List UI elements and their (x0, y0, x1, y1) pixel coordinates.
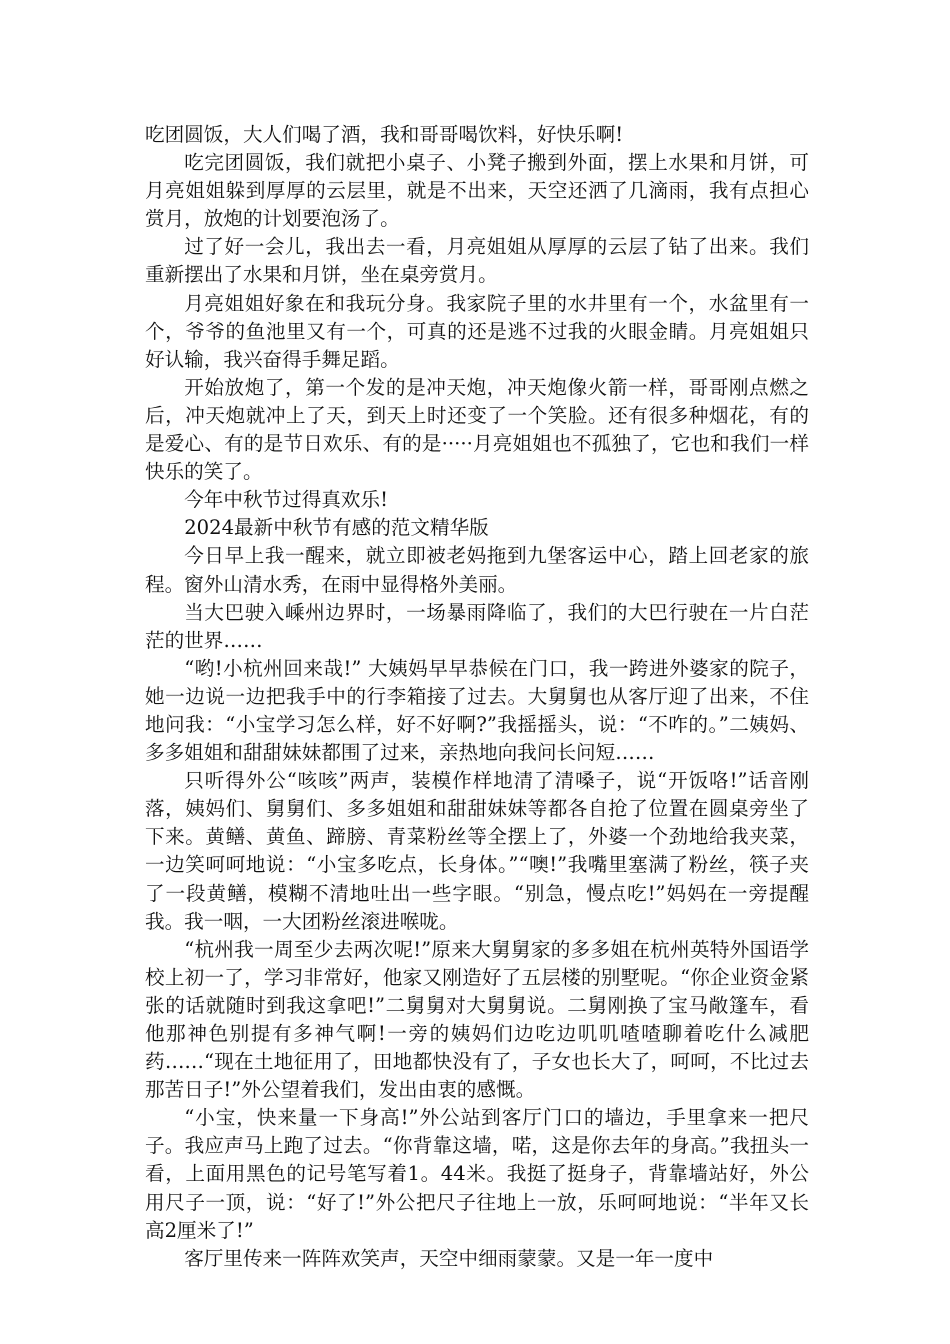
paragraph: 只听得外公“咳咳”两声，装模作样地清了清嗓子，说“开饭咯!”话音刚落，姨妈们、舅舅们、多多姐姐和甜甜妹妹等都各自抢了位置在圆桌旁坐了下来。黄鳝、黄鱼、蹄膀、青菜粉丝等全摆上了，外婆一个劲地给我夹菜，一边笑呵呵地说：“小宝多吃点，长身体。”“噢!”我嘴里塞满了粉丝，筷子夹了一段黄鳝，模糊不清地吐出一些字眼。“别急，慢点吃!”妈妈在一旁提醒我。我一咽，一大团粉丝滚进喉咙。 (145, 769, 809, 933)
paragraph: 当大巴驶入嵊州边界时，一场暴雨降临了，我们的大巴行驶在一片白茫茫的世界…… (145, 600, 809, 652)
paragraph: “哟!小杭州回来哉!” 大姨妈早早恭候在门口，我一跨进外婆家的院子，她一边说一边把我手中的行李箱接了过去。大舅舅也从客厅迎了出来，不住地问我：“小宝学习怎么样，好不好啊?”我摇摇头，说：“不咋的。”二姨妈、多多姐姐和甜甜妹妹都围了过来，亲热地向我问长问短…… (145, 656, 809, 765)
paragraph: 吃团圆饭，大人们喝了酒，我和哥哥喝饮料，好快乐啊! (145, 123, 624, 146)
paragraph: 过了好一会儿，我出去一看，月亮姐姐从厚厚的云层了钻了出来。我们重新摆出了水果和月饼，坐在桌旁赏月。 (145, 235, 809, 287)
section-title: 2024最新中秋节有感的范文精华版 (184, 516, 489, 540)
paragraph: 开始放炮了，第一个发的是冲天炮，冲天炮像火箭一样，哥哥刚点燃之后，冲天炮就冲上了天，到天上时还变了一个笑脸。还有很多种烟花，有的是爱心、有的是节日欢乐、有的是·····月亮姐姐也不孤独了，它也和我们一样快乐的笑了。 (145, 375, 809, 484)
paragraph: 今日早上我一醒来，就立即被老妈拖到九堡客运中心，踏上回老家的旅程。窗外山清水秀，在雨中显得格外美丽。 (145, 544, 809, 596)
paragraph: “杭州我一周至少去两次呢!”原来大舅舅家的多多姐在杭州英特外国语学校上初一了，学习非常好，他家又刚造好了五层楼的别墅呢。“你企业资金紧张的话就随时到我这拿吧!”二舅舅对大舅舅说。二舅刚换了宝马敞篷车，看他那神色别提有多神气啊!一旁的姨妈们边吃边叽叽喳喳聊着吃什么减肥药……“现在土地征用了，田地都快没有了，子女也长大了，呵呵，不比过去那苦日子!”外公望着我们，发出由衷的感慨。 (145, 937, 809, 1102)
document-body (145, 121, 809, 1273)
paragraph: 今年中秋节过得真欢乐! (184, 488, 388, 512)
paragraph: 吃完团圆饭，我们就把小桌子、小凳子搬到外面，摆上水果和月饼，可月亮姐姐躲到厚厚的云层里，就是不出来，天空还洒了几滴雨，我有点担心赏月，放炮的计划要泡汤了。 (145, 151, 809, 231)
paragraph: 月亮姐姐好象在和我玩分身。我家院子里的水井里有一个，水盆里有一个，爷爷的鱼池里又有一个，可真的还是逃不过我的火眼金睛。月亮姐姐只好认输，我兴奋得手舞足蹈。 (145, 291, 809, 371)
paragraph: “小宝，快来量一下身高!”外公站到客厅门口的墙边，手里拿来一把尺子。我应声马上跑了过去。“你背靠这墙，喏，这是你去年的身高。”我扭头一看，上面用黑色的记号笔写着1。44米。我挺了挺身子，背靠墙站好，外公用尺子一顶，说：“好了!”外公把尺子往地上一放，乐呵呵地说：“半年又长高2厘米了!” (145, 1106, 809, 1242)
paragraph: 客厅里传来一阵阵欢笑声，天空中细雨蒙蒙。又是一年一度中 (184, 1246, 714, 1270)
